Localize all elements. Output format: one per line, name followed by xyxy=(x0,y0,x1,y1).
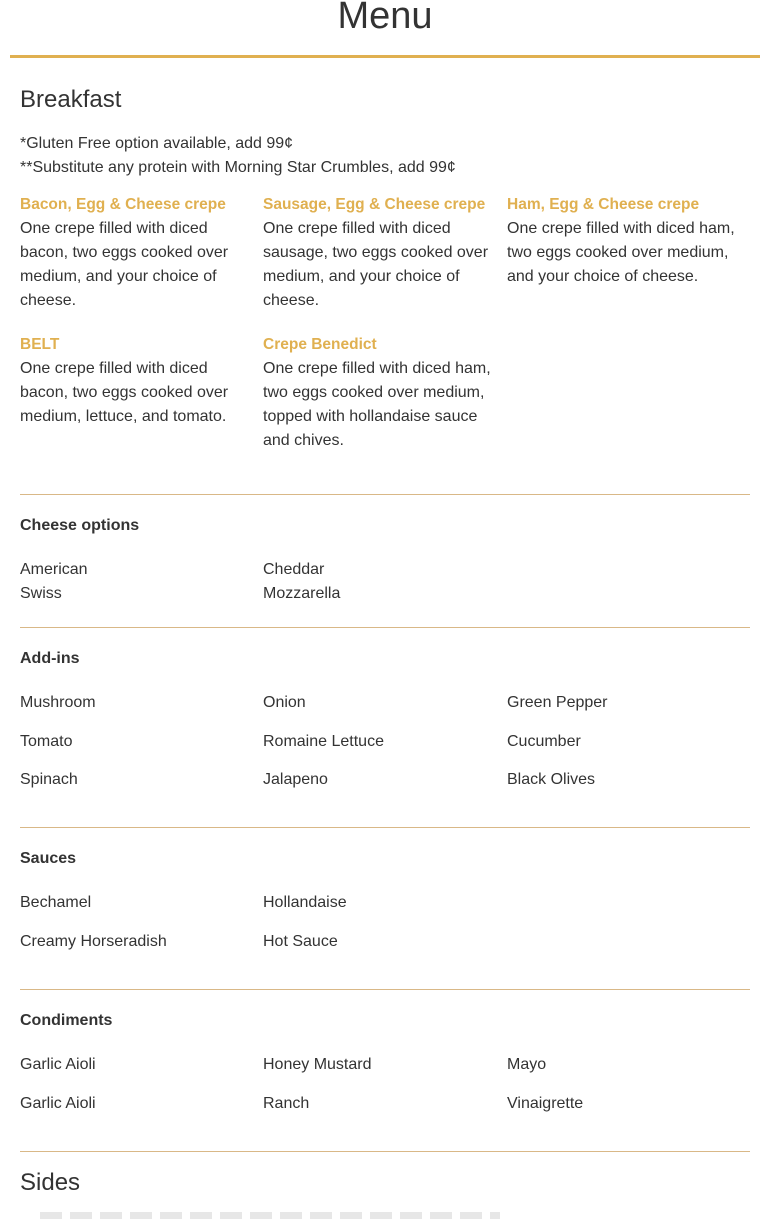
add-in-option: Jalapeno xyxy=(263,771,328,788)
section-divider xyxy=(20,827,750,828)
condiment-option: Garlic Aioli xyxy=(20,1095,96,1112)
menu-item-belt xyxy=(20,333,258,429)
condiment-option: Honey Mustard xyxy=(263,1056,372,1073)
sides-heading: Sides xyxy=(20,1169,81,1196)
menu-item-name: Crepe Benedict xyxy=(263,336,377,353)
cheese-option: Cheddar xyxy=(263,561,325,578)
sides-content-cutoff xyxy=(40,1212,500,1219)
menu-item-description: One crepe filled with diced ham, two eggs cooked over medium, and your choice of cheese. xyxy=(507,220,735,285)
add-in-option: Romaine Lettuce xyxy=(263,733,384,750)
sauce-option: Bechamel xyxy=(20,894,92,911)
condiment-option: Ranch xyxy=(263,1095,310,1112)
section-divider xyxy=(20,494,750,495)
menu-item-name: BELT xyxy=(20,336,60,353)
condiment-option: Mayo xyxy=(507,1056,547,1073)
gluten-free-note: *Gluten Free option available, add 99¢ xyxy=(20,135,294,152)
sauce-option: Creamy Horseradish xyxy=(20,933,167,950)
cheese-option: American xyxy=(20,561,88,578)
menu-item-description: One crepe filled with diced bacon, two eggs cooked over medium, lettuce, and tomato. xyxy=(20,360,229,425)
sauce-option: Hollandaise xyxy=(263,894,347,911)
substitute-protein-note: **Substitute any protein with Morning Star Crumbles, add 99¢ xyxy=(20,159,456,176)
condiment-option: Vinaigrette xyxy=(507,1095,584,1112)
condiments-heading: Condiments xyxy=(20,1012,113,1029)
menu-item-name: Sausage, Egg & Cheese crepe xyxy=(263,196,486,213)
page-title: Menu xyxy=(337,0,433,37)
add-in-option: Mushroom xyxy=(20,694,96,711)
add-in-option: Spinach xyxy=(20,771,78,788)
add-in-option: Black Olives xyxy=(507,771,596,788)
menu-item-ham-egg-cheese xyxy=(507,193,750,289)
menu-item-description: One crepe filled with diced ham, two eggs cooked over medium, topped with hollandaise sauce and chives. xyxy=(263,360,491,449)
menu-item-name: Bacon, Egg & Cheese crepe xyxy=(20,196,226,213)
add-in-option: Green Pepper xyxy=(507,694,608,711)
sauce-option: Hot Sauce xyxy=(263,933,338,950)
cheese-option: Swiss xyxy=(20,585,62,602)
section-divider xyxy=(20,1151,750,1152)
menu-item-name: Ham, Egg & Cheese crepe xyxy=(507,196,700,213)
menu-item-description: One crepe filled with diced sausage, two eggs cooked over medium, and your choice of cheese. xyxy=(263,220,489,309)
menu-item-crepe-benedict xyxy=(263,333,501,453)
cheese-options-heading: Cheese options xyxy=(20,517,140,534)
section-divider xyxy=(20,627,750,628)
condiment-option: Garlic Aioli xyxy=(20,1056,96,1073)
add-ins-heading: Add-ins xyxy=(20,650,80,667)
title-rule xyxy=(10,55,760,58)
section-divider xyxy=(20,989,750,990)
cheese-option: Mozzarella xyxy=(263,585,341,602)
menu-item-description: One crepe filled with diced bacon, two eggs cooked over medium, and your choice of cheese. xyxy=(20,220,229,309)
sauces-heading: Sauces xyxy=(20,850,77,867)
menu-item-sausage-egg-cheese xyxy=(263,193,501,313)
add-in-option: Onion xyxy=(263,694,306,711)
menu-item-bacon-egg-cheese xyxy=(20,193,258,313)
add-in-option: Tomato xyxy=(20,733,73,750)
breakfast-heading: Breakfast xyxy=(20,86,122,113)
add-in-option: Cucumber xyxy=(507,733,581,750)
